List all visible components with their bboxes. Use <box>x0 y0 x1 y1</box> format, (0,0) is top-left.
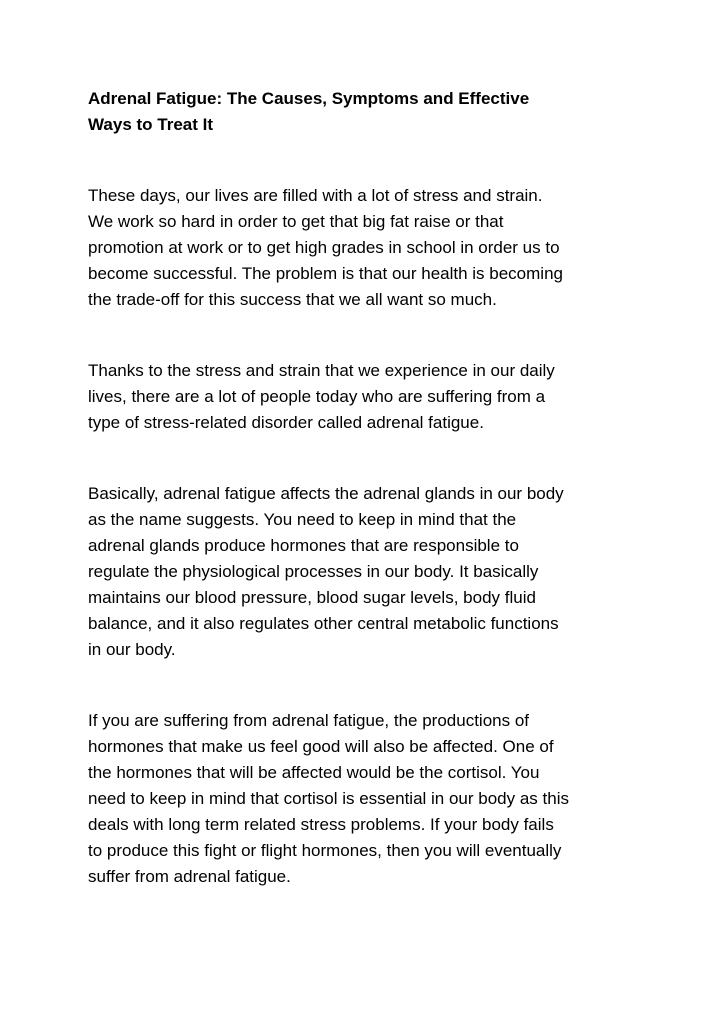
paragraph-line: promotion at work or to get high grades in school in order us to <box>88 238 560 257</box>
paragraph-line: maintains our blood pressure, blood sugar levels, body fluid <box>88 588 536 607</box>
paragraph-line: the trade-off for this success that we all want so much. <box>88 290 497 309</box>
paragraph-line: Basically, adrenal fatigue affects the adrenal glands in our body <box>88 484 564 503</box>
paragraph-line: balance, and it also regulates other central metabolic functions <box>88 614 559 633</box>
paragraph-line: as the name suggests. You need to keep in mind that the <box>88 510 517 529</box>
paragraph-intro <box>88 183 663 313</box>
title-line: Ways to Treat It <box>88 115 214 134</box>
paragraph-adrenal-glands <box>88 481 663 663</box>
paragraph-line: lives, there are a lot of people today who are suffering from a <box>88 387 546 406</box>
paragraph-line: the hormones that will be affected would be the cortisol. You <box>88 763 540 782</box>
paragraph-line: Thanks to the stress and strain that we experience in our daily <box>88 361 555 380</box>
paragraph-line: need to keep in mind that cortisol is essential in our body as this <box>88 789 569 808</box>
paragraph-line: We work so hard in order to get that big fat raise or that <box>88 212 504 231</box>
paragraph-stress <box>88 358 663 436</box>
paragraph-cortisol <box>88 708 663 890</box>
paragraph-line: If you are suffering from adrenal fatigue, the productions of <box>88 711 530 730</box>
paragraph-line: hormones that make us feel good will also be affected. One of <box>88 737 554 756</box>
paragraph-line: become successful. The problem is that our health is becoming <box>88 264 563 283</box>
paragraph-line: in our body. <box>88 640 176 659</box>
paragraph-line: deals with long term related stress problems. If your body fails <box>88 815 554 834</box>
title-line: Adrenal Fatigue: The Causes, Symptoms and Effective <box>88 89 530 108</box>
paragraph-line: suffer from adrenal fatigue. <box>88 867 291 886</box>
paragraph-line: These days, our lives are filled with a lot of stress and strain. <box>88 186 543 205</box>
document-body <box>88 86 663 890</box>
paragraph-line: type of stress-related disorder called adrenal fatigue. <box>88 413 484 432</box>
paragraph-line: adrenal glands produce hormones that are responsible to <box>88 536 519 555</box>
document-title <box>88 86 663 138</box>
paragraph-line: regulate the physiological processes in our body. It basically <box>88 562 539 581</box>
paragraph-line: to produce this fight or flight hormones, then you will eventually <box>88 841 562 860</box>
